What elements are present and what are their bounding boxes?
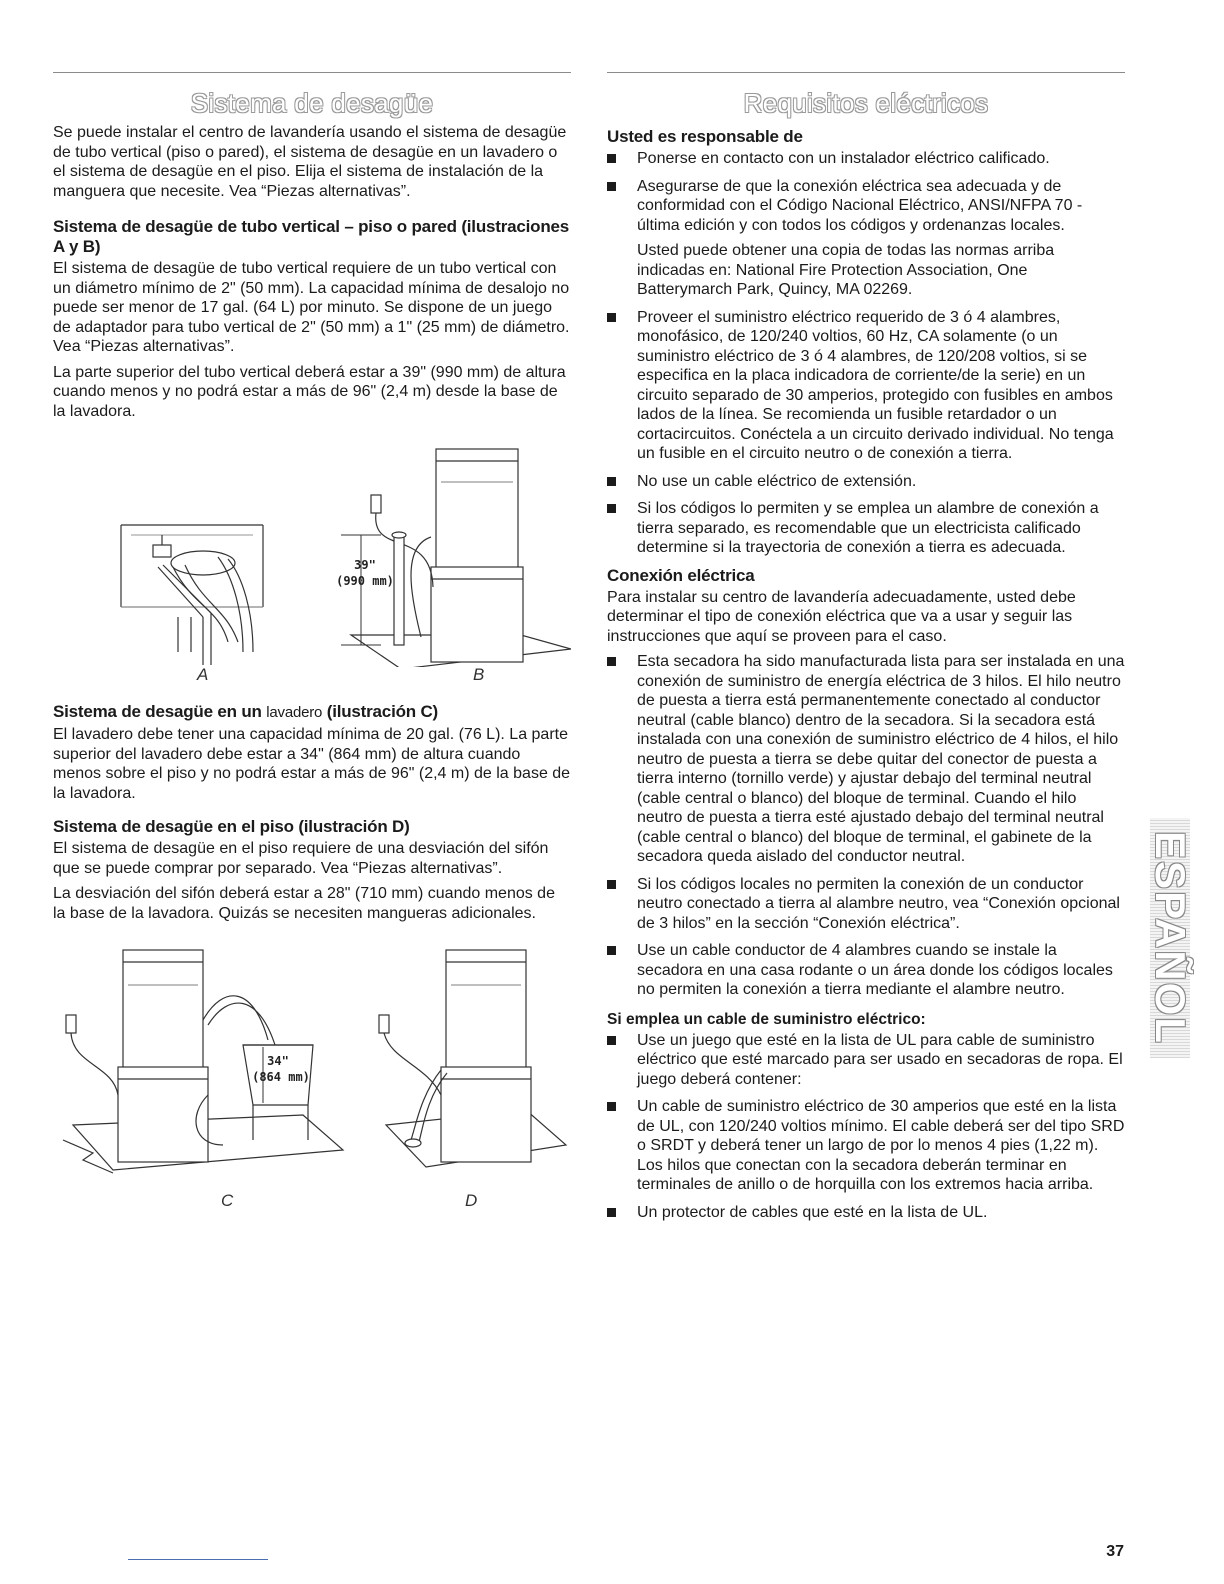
list-item-text: Asegurarse de que la conexión eléctrica sea adecuada y de conformidad con el Código Nacional Eléctrico, ANSI/NFPA 70 - última edición y con todos los códigos y ordenanzas locales.	[637, 177, 1083, 234]
standpipe-paragraph-2: La parte superior del tubo vertical deberá estar a 39" (990 mm) de altura cuando menos y no podrá estar a más de 96" (2,4 m) desde la base de la lavadora.	[53, 363, 566, 420]
list-item	[607, 149, 1125, 169]
list-item	[607, 499, 1125, 558]
bullet-icon	[607, 1208, 616, 1217]
figures-ab	[53, 437, 571, 692]
electrical-section-title: Requisitos eléctricos	[743, 88, 989, 118]
list-item	[607, 941, 1125, 1000]
tub-heading-part-2: lavadero	[266, 704, 323, 721]
list-item-text: Ponerse en contacto con un instalador eléctrico calificado.	[637, 150, 1050, 167]
connection-heading: Conexión eléctrica	[607, 565, 755, 585]
figure-d-label: D	[465, 1191, 478, 1210]
list-item	[607, 177, 1125, 300]
power-cord-list	[607, 1031, 1125, 1223]
language-side-tab	[1147, 818, 1194, 1058]
list-item-text: No use un cable eléctrico de extensión.	[637, 472, 917, 490]
power-cord-heading: Si emplea un cable de suministro eléctrico:	[607, 1010, 926, 1028]
list-item	[607, 1031, 1125, 1090]
bullet-icon	[607, 313, 616, 322]
floor-paragraph-2: La desviación del sifón deberá estar a 28" (710 mm) cuando menos de la base de la lavadora. Quizás se necesiten mangueras adicionales.	[53, 885, 555, 922]
left-column	[53, 72, 571, 1215]
list-item-text: Use un cable conductor de 4 alambres cuando se instale la secadora en una casa rodante o un área donde los códigos locales no permiten la conexión a tierra mediante el alambre neutro.	[637, 942, 1113, 998]
figure-b	[321, 437, 571, 692]
figure-d	[371, 945, 571, 1215]
connection-list	[607, 652, 1125, 1000]
list-item-text: Esta secadora ha sido manufacturada lista para ser instalada en una conexión de suministro de energía eléctrica de 3 hilos. El hilo neutro de puesta a tierra está permanentemente conectado al conductor neutral (cable blanco) dentro de la secadora. Si la secadora está instalada con una conexión de suministro eléctrico de 4 hilos, el hilo neutro de puesta a tierra se debe quitar del conector de puesta a tierra interno (tornillo verde) y ajustar debajo del terminal neutral (cable central o blanco) del bloque de terminal. Cuando el hilo neutro de puesta a tierra esté ajustado debajo del terminal neutral (cable central o blanco) del bloque de terminal, el gabinete de la secadora queda aislado del conductor neutral.	[637, 653, 1125, 865]
list-item	[607, 1097, 1125, 1195]
tub-heading-part-1: Sistema de desagüe en un	[53, 702, 262, 721]
footer-line	[128, 1559, 268, 1560]
list-item	[607, 875, 1125, 934]
section-rule	[53, 72, 571, 73]
drain-intro: Se puede instalar el centro de lavandería usando el sistema de desagüe de tubo vertical (piso o pared), el sistema de desagüe en un lavadero o el sistema de desagüe en el piso. Elija el sistema de instalación de la manguera que necesite. Vea “Piezas alternativas”.	[53, 124, 567, 200]
list-item-text: Un cable de suministro eléctrico de 30 amperios que esté en la lista de UL, con 120/240 voltios mínimo. El cable deberá ser del tipo SRD o SRDT y deberá tener un largo de por lo menos 4 pies (1,22 m). Los hilos que conectan con la secadora deberán terminar en terminales de anillo o de horquilla con los extremos hacia arriba.	[637, 1098, 1125, 1193]
list-item-text: Si los códigos locales no permiten la conexión de un conductor neutro conectado a tierra al alambre neutro, vea “Conexión opcional de 3 hilos” en la sección “Conexión eléctrica”.	[637, 875, 1120, 932]
figure-a	[53, 437, 283, 692]
figures-cd	[53, 945, 571, 1215]
figure-b-dim-in: 39"	[354, 558, 376, 572]
bullet-icon	[607, 946, 616, 955]
figure-a-illustration	[53, 437, 283, 667]
list-item-text: Si los códigos lo permiten y se emplea un alambre de conexión a tierra separado, es recomendable que un electricista calificado determine si la trayectoria de conexión a tierra es adecuada.	[637, 500, 1099, 556]
list-item-text: Use un juego que esté en la lista de UL para cable de suministro eléctrico que esté marcado para ser usado en secadoras de ropa. El juego deberá contener:	[637, 1031, 1123, 1088]
responsibility-list	[607, 149, 1125, 558]
list-item	[607, 308, 1125, 464]
connection-intro: Para instalar su centro de lavandería adecuadamente, usted debe determinar el tipo de conexión eléctrica que va a usar y seguir las instrucciones que aquí se proveen para el caso.	[607, 588, 1076, 645]
figure-c-dim-mm: (864 mm)	[252, 1070, 310, 1084]
bullet-icon	[607, 1102, 616, 1111]
standpipe-paragraph-1: El sistema de desagüe de tubo vertical requiere de un tubo vertical con un diámetro mínimo de 2" (50 mm). La capacidad mínima de desalojo no puede ser menor de 17 gal. (64 L) por minuto. Se dispone de un juego de adaptador para tubo vertical de 2" (50 mm) a 1" (25 mm) de diámetro. Vea “Piezas alternativas”.	[53, 260, 570, 355]
list-item	[607, 472, 1125, 492]
bullet-icon	[607, 477, 616, 486]
tub-heading	[53, 702, 571, 723]
bullet-icon	[607, 504, 616, 513]
bullet-icon	[607, 1036, 616, 1045]
bullet-icon	[607, 154, 616, 163]
list-item-text: Un protector de cables que esté en la lista de UL.	[637, 1203, 988, 1221]
figure-d-illustration	[371, 945, 571, 1190]
figure-a-label: A	[197, 665, 209, 684]
bullet-icon	[607, 657, 616, 666]
figure-b-illustration	[321, 437, 571, 667]
floor-paragraph-1: El sistema de desagüe en el piso requiere de una desviación del sifón que se puede comprar por separado. Vea “Piezas alternativas”.	[53, 840, 549, 877]
responsibility-heading: Usted es responsable de	[607, 127, 803, 146]
figure-b-dim-mm: (990 mm)	[336, 574, 394, 588]
floor-heading: Sistema de desagüe en el piso (ilustración D)	[53, 817, 410, 836]
figure-c-dim-in: 34"	[267, 1054, 289, 1068]
drain-section-title: Sistema de desagüe	[190, 88, 434, 118]
list-item	[607, 1203, 1125, 1223]
nfpa-note: Usted puede obtener una copia de todas las normas arriba indicadas en: National Fire Protection Association, One Batterymarch Park, Quincy, MA 02269.	[637, 242, 1055, 298]
standpipe-heading: Sistema de desagüe de tubo vertical – piso o pared (ilustraciones A y B)	[53, 217, 570, 256]
figure-b-label: B	[473, 665, 485, 684]
list-item	[607, 652, 1125, 867]
figure-c	[53, 945, 353, 1215]
tub-heading-part-3: (ilustración C)	[326, 702, 439, 721]
language-side-tab-label: ESPAÑOL	[1147, 831, 1194, 1045]
list-item-text: Proveer el suministro eléctrico requerido de 3 ó 4 alambres, monofásico, de 120/240 voltios, 60 Hz, CA solamente (o un suministro eléctrico de 3 ó 4 alambres, de 120/208 voltios, si se especifica en la placa indicadora de corriente/de la serie) en un circuito separado de 30 amperios, protegido con fusibles en ambos lados de la línea. Se recomienda un fusible retardador o un cortacircuitos. Conéctela a un circuito derivado individual. No tenga un fusible en el circuito neutro o de conexión a tierra.	[637, 308, 1114, 462]
section-rule	[607, 72, 1125, 73]
figure-c-illustration	[53, 945, 353, 1190]
bullet-icon	[607, 880, 616, 889]
figure-c-label: C	[221, 1191, 234, 1210]
page-number: 37	[1106, 1543, 1124, 1560]
tub-paragraph-1: El lavadero debe tener una capacidad mínima de 20 gal. (76 L). La parte superior del lavadero debe estar a 34" (864 mm) de altura cuando menos sobre el piso y no podrá estar a más de 96" (2,4 m) de la base de la lavadora.	[53, 726, 571, 802]
bullet-icon	[607, 182, 616, 191]
right-column	[607, 72, 1125, 1230]
